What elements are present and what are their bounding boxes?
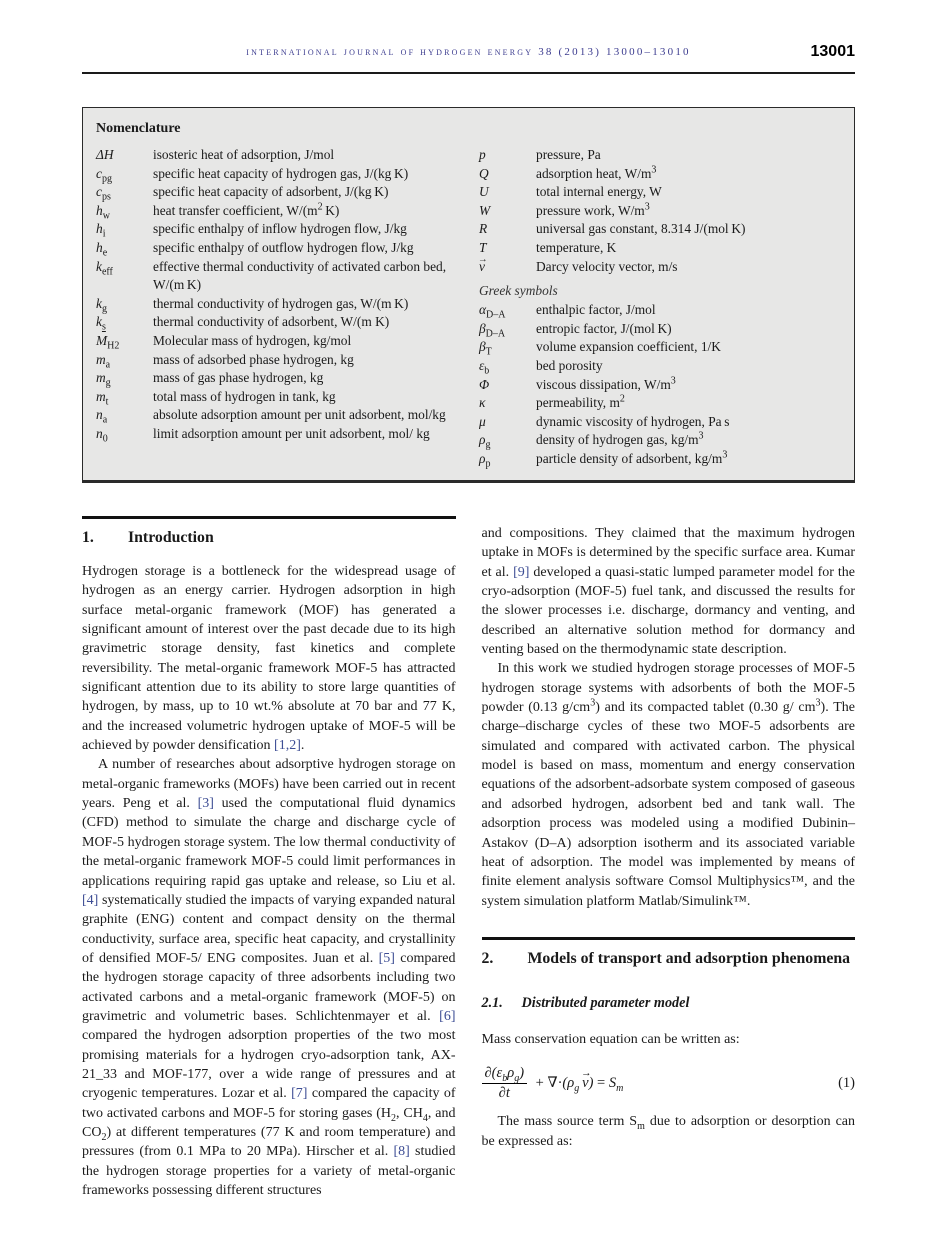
symbol: $\alpha_{D-A}$ [479, 302, 506, 321]
nomenclature-row [96, 313, 453, 332]
symbol: $n_0$ [96, 425, 108, 445]
left-column [82, 516, 456, 1200]
nomenclature-row [96, 332, 453, 351]
symbol: p [479, 147, 486, 162]
section-2-block [482, 937, 856, 969]
nomenclature-row [479, 202, 836, 221]
nomenclature-row [479, 301, 836, 320]
page-header [82, 43, 855, 68]
nomenclature-row [479, 338, 836, 357]
definition: total internal energy, W [536, 184, 662, 200]
nomenclature-row [96, 425, 453, 444]
nomenclature-row [479, 258, 836, 277]
symbol: $m_g$ [96, 370, 111, 389]
paragraph: Hydrogen storage is a bottleneck for the widespread usage of hydrogen as an energy carrier. Hydrogen adsorption in high surface metal-organic framework (MOF) has generated a significant amount of interest over the past decade due to its high gravimetric storage density, fast kinetics and complete reversibility. The metal-organic framework MOF-5 has attracted significant attention due to its ability to store large quantities of hydrogen, by mass, up to 10 wt.% absolute at 70 bar and 77 K, and the increased volumetric hydrogen uptake of MOF-5 will be achieved by powder densification [1,2]. [82, 564, 456, 754]
nomenclature-row [479, 320, 836, 339]
paragraph: and compositions. They claimed that the maximum hydrogen uptake in MOFs is determined by the specific surface area. Kumar et al. [9] developed a quasi-static lumped parameter model for the cryo-adsorption (MOF-5) fuel tank, and discussed the results for the slower processes i.e. discharge, dormancy and venting, and described an alternative solution method for dormancy and venting based on the thermodynamic state description. [481, 526, 855, 658]
nomenclature-row [96, 183, 453, 202]
section-2-heading [482, 949, 856, 969]
definition: total mass of hydrogen in tank, kg [153, 388, 336, 404]
symbol: W [479, 202, 491, 218]
nomenclature-row [479, 220, 836, 239]
equation-1 [482, 1065, 856, 1102]
header-rule [82, 72, 855, 74]
right-column [482, 516, 856, 1200]
nomenclature-right-column [479, 146, 836, 469]
equation-1-expression [482, 1065, 839, 1102]
nomenclature-row [96, 369, 453, 388]
definition: specific heat capacity of adsorbent, J/(kg K) [153, 184, 389, 200]
definition: specific enthalpy of outflow hydrogen flow, J/kg [153, 239, 414, 255]
definition: viscous dissipation, $W/m^3$ [536, 375, 676, 392]
symbol: T [479, 239, 487, 255]
definition: effective thermal conductivity of activated carbon bed, W/(m K) [153, 258, 447, 293]
paragraph: In this work we studied hydrogen storage processes of MOF-5 hydrogen storage systems with adsorbents of both the MOF-5 powder (0.13 $g/cm^3$) and its compacted tablet (0.30 g/ $cm^3$). The charge–discharge cycles of these two MOF-5 adsorbents are simulated and compared with activated carbon. The physical model is based on mass, momentum and energy conservation equations of the adsorbent-adsorbate system composed of gaseous and adsorbed hydrogen, adsorbent bed and tank wall. The adsorption process was modeled using a modified Dubinin–Astakov (D–A) adsorption isotherm and its associated variable heat of adsorption. The model was implemented by means of finite element analysis software Comsol Multiphysics™, and the system simulation platform Matlab/Simulink™. [481, 661, 855, 909]
symbol: $h_w$ [96, 202, 110, 222]
greek-symbols-header: Greek symbols [479, 283, 558, 299]
section-2-rule [482, 937, 856, 940]
symbol: $k_{eff}$ [96, 258, 113, 278]
fraction-denominator: ∂t [498, 1085, 510, 1102]
definition: enthalpic factor, J/mol [536, 302, 656, 318]
definition: volume expansion coefficient, 1/K [536, 339, 721, 355]
nomenclature-row [479, 376, 836, 395]
symbol: Q [479, 165, 489, 181]
nomenclature-row [96, 406, 453, 425]
symbol: κ [479, 395, 486, 411]
symbol: $k_g$ [96, 295, 107, 315]
definition: mass of adsorbed phase hydrogen, kg [153, 351, 354, 367]
definition: dynamic viscosity of hydrogen, Pa s [536, 413, 730, 429]
nomenclature-row [479, 357, 836, 376]
paragraph: A number of researches about adsorptive hydrogen storage on metal-organic frameworks (MOFs) have been carried out in recent years. Peng et al. [3] used the computational fluid dynamics (CFD) method to simulate the charge and discharge cycle of MOF-5 hydrogen storage system. The low thermal conductivity of the metal-organic framework MOF-5 could limit performances in applications requiring rapid gas uptake and release, so Liu et al. [4] systematically studied the impacts of varying expanded natural graphite (ENG) content and compact density on the thermal conductivity, surface area, specific heat capacity, and crystallinity of densified MOF-5/ ENG composites. Juan et al. [5] compared the hydrogen storage capacity of three adsorbents including two activated carbons and a metal-organic framework (MOF-5) on gravimetric and volumetric bases. Schlichtenmayer et al. [6] compared the hydrogen adsorption properties of the two most promising materials for a hydrogen cryo-adsorption tank, AX-21_33 and MOF-177, over a wide range of pressures and at cryogenic temperatures. Lozar et al. [7] compared the capacity of two activated carbons and MOF-5 for storing gases ($H_2$, $CH_4$, and $CO_2$) at different temperatures (77 K and room temperature) and pressures (from 0.1 MPa to 20 MPa). Hirscher et al. [8] studied the hydrogen storage properties for a variety of metal-organic frameworks possessing different structures [82, 757, 456, 1198]
symbol: $\varepsilon_b$ [479, 357, 490, 377]
page-number: 13001 [810, 43, 855, 60]
paragraph: Mass conservation equation can be written as: [481, 1031, 740, 1047]
nomenclature-row [479, 431, 836, 450]
section-2-1-heading [482, 995, 856, 1012]
definition: heat transfer coefficient, $W/(m^2$ K) [153, 201, 340, 218]
definition: absolute adsorption amount per unit adsorbent, mol/kg [153, 407, 446, 423]
section-2-1-number: 2.1. [481, 994, 503, 1011]
nomenclature-row [96, 202, 453, 221]
section-1-number: 1. [82, 529, 94, 546]
symbol: U [479, 184, 489, 200]
equation-1-number: (1) [838, 1075, 855, 1092]
symbol: $k_s$ [96, 314, 106, 334]
symbol: ΔH [96, 147, 114, 162]
section-1-heading [82, 528, 456, 548]
symbol: → v [479, 258, 536, 277]
definition: thermal conductivity of hydrogen gas, W/(m K) [153, 295, 409, 311]
definition: specific heat capacity of hydrogen gas, J/(kg K) [153, 165, 409, 181]
symbol: $\rho_g$ [479, 432, 491, 451]
section-1-rule [82, 516, 456, 519]
nomenclature-row [96, 220, 453, 239]
symbol: $m_t$ [96, 388, 109, 408]
nomenclature-box [82, 107, 855, 483]
definition: specific enthalpy of inflow hydrogen flow, J/kg [153, 221, 407, 237]
symbol: $\beta_{D-A}$ [479, 320, 506, 340]
nomenclature-row [479, 239, 836, 258]
definition: pressure work, $W/m^3$ [536, 201, 650, 218]
symbol: $c_{ps}$ [96, 184, 111, 203]
symbol: $n_a$ [96, 407, 108, 426]
nomenclature-row [96, 258, 453, 295]
definition: limit adsorption amount per unit adsorbent, mol/ kg [153, 425, 430, 441]
definition: isosteric heat of adsorption, J/mol [153, 147, 335, 162]
definition: density of hydrogen gas, $kg/m^3$ [536, 430, 704, 448]
symbol: $\beta_T$ [479, 339, 492, 359]
definition: thermal conductivity of adsorbent, W/(m K) [153, 314, 390, 330]
nomenclature-title: Nomenclature [96, 121, 181, 136]
definition: mass of gas phase hydrogen, kg [153, 370, 324, 386]
definition: Molecular mass of hydrogen, kg/mol [153, 332, 352, 348]
definition: pressure, Pa [536, 147, 601, 162]
fraction [482, 1065, 528, 1102]
nomenclature-row [479, 146, 836, 165]
nomenclature-left-column [96, 146, 453, 469]
definition: bed porosity [536, 357, 603, 373]
nomenclature-row [479, 413, 836, 432]
nomenclature-row [96, 351, 453, 370]
fraction-numerator: $\partial(\varepsilon_b\rho_g)$ [482, 1065, 528, 1084]
section-2-1-title: Distributed parameter model [521, 994, 690, 1011]
definition: adsorption heat, $W/m^3$ [536, 164, 657, 181]
definition: entropic factor, J/(mol K) [536, 320, 672, 336]
nomenclature-row [96, 146, 453, 165]
definition: Darcy velocity vector, m/s [536, 258, 678, 274]
nomenclature-row [479, 183, 836, 202]
symbol: $m_a$ [96, 351, 111, 371]
symbol: μ [479, 413, 486, 429]
nomenclature-row [96, 388, 453, 407]
symbol: $h_i$ [96, 221, 106, 241]
definition: particle density of adsorbent, $kg/m^3$ [536, 449, 728, 466]
symbol: $M_{H2}$ [96, 332, 120, 352]
symbol: $h_e$ [96, 239, 108, 259]
section-1-title: Introduction [128, 529, 214, 546]
nomenclature-row [479, 165, 836, 184]
paragraph: The mass source term $S_m$ due to adsorption or desorption can be expressed as: [481, 1114, 855, 1149]
symbol: Φ [479, 376, 490, 392]
nomenclature-row [479, 450, 836, 469]
equation-rest: + $\nabla\cdot(\rho_g \to v) = S_m$ [532, 1075, 623, 1092]
definition: universal gas constant, 8.314 J/(mol K) [536, 221, 746, 237]
definition: temperature, K [536, 239, 617, 255]
symbol: $\rho_p$ [479, 450, 491, 470]
nomenclature-row [96, 165, 453, 184]
section-2-title: Models of transport and adsorption phenomena [527, 949, 851, 967]
section-2-number: 2. [481, 949, 494, 967]
symbol: R [479, 221, 488, 237]
symbol: $c_{pg}$ [96, 165, 112, 185]
nomenclature-row [96, 239, 453, 258]
definition: permeability, $m^2$ [536, 393, 625, 411]
nomenclature-row [96, 295, 453, 314]
journal-title: international journal of hydrogen energy 38 (2013) 13000–13010 [246, 46, 691, 58]
nomenclature-row [479, 394, 836, 413]
